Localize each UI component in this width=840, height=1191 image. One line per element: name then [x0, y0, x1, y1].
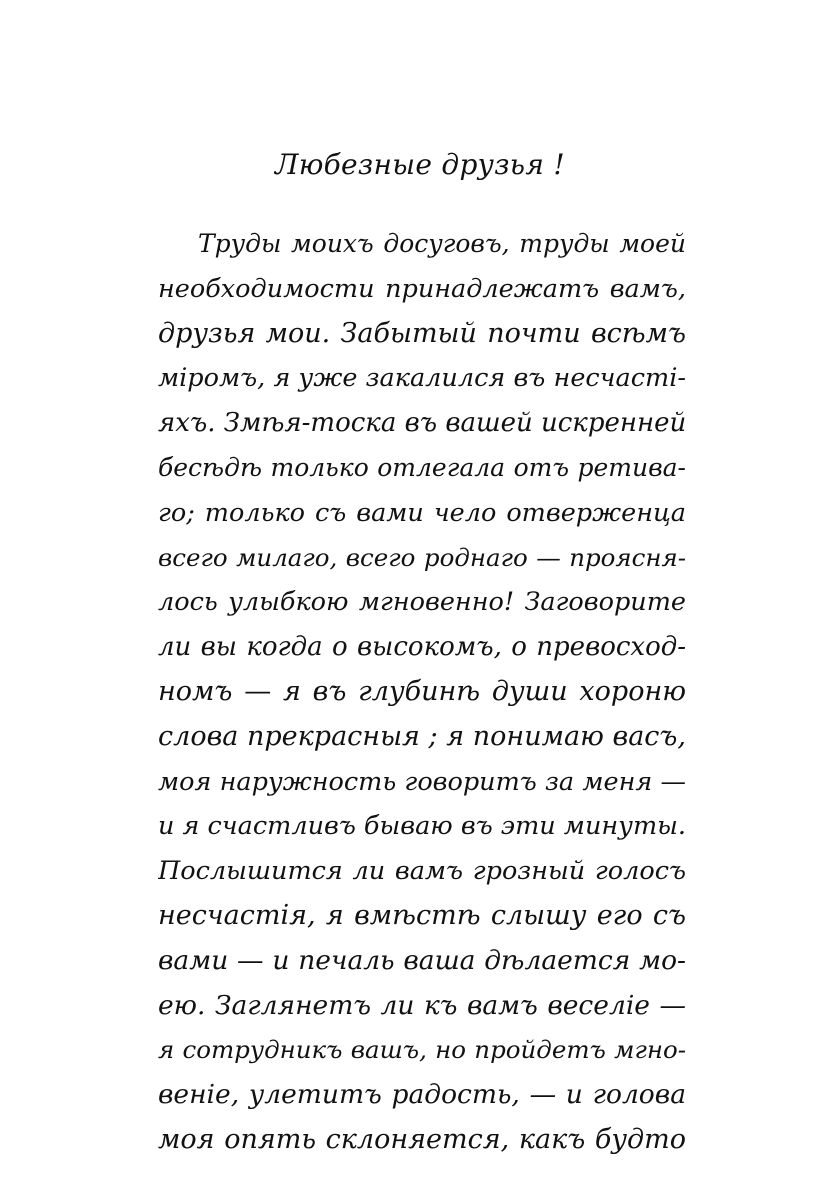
text-line: Труды моихъ досуговъ, труды моей	[198, 229, 686, 258]
body-text	[158, 222, 686, 1163]
text-line: го; только съ вами чело отверженца	[158, 497, 686, 528]
text-line: и я счастливъ бываю въ эти минуты.	[158, 811, 686, 842]
text-line: всего милаго, всего роднаго — проясня-	[158, 542, 686, 572]
text-line: моя наружность говоритъ за меня —	[158, 766, 686, 797]
text-line: бесѣдѣ только отлегала отъ ретива-	[158, 452, 686, 482]
text-line: ли вы когда о высокомъ, о превосход-	[158, 632, 686, 663]
text-line: я сотрудникъ вашъ, но пройдетъ мгно-	[158, 1035, 686, 1065]
text-line: номъ — я въ глубинѣ души хороню	[158, 675, 686, 707]
text-line: міромъ, я уже закалился въ несчасті-	[158, 363, 686, 394]
text-line: несчастія, я вмѣстѣ слышу его съ	[158, 899, 686, 931]
text-line: Послышится ли вамъ грозный голосъ	[158, 856, 686, 887]
page-heading: Любезные друзья !	[275, 148, 565, 181]
text-line: яхъ. Змѣя-тоска въ вашей искренней	[158, 408, 686, 439]
text-line: слова прекрасныя ; я понимаю васъ,	[158, 720, 686, 752]
text-line: веніе, улетитъ радость, — и голова	[158, 1079, 686, 1111]
text-line: вами — и печаль ваша дѣлается мо-	[158, 944, 686, 976]
text-line: лось улыбкою мгновенно! Заговорите	[158, 587, 686, 618]
text-line: ею. Заглянетъ ли къ вамъ веселіе —	[158, 989, 686, 1021]
text-line: моя опять склоняется, какъ будто	[158, 1123, 686, 1155]
text-line: друзья мои. Забытый почти всѣмъ	[158, 317, 686, 349]
text-line: необходимости принадлежатъ вамъ,	[158, 273, 686, 304]
